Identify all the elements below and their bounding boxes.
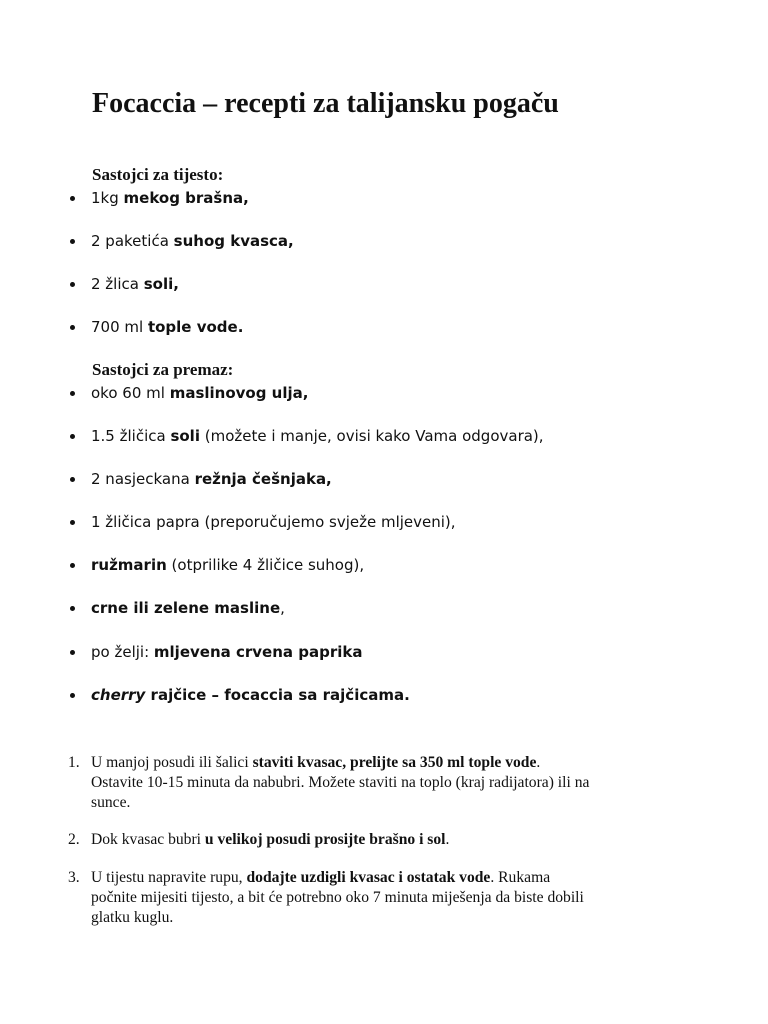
text-segment: mljevena crvena paprika [153, 643, 363, 661]
bullet-icon [70, 196, 75, 201]
text-segment: . [536, 754, 541, 771]
text-segment: sunce. [91, 794, 131, 811]
bullet-icon [70, 239, 75, 244]
list-item-text [91, 641, 362, 663]
text-segment: soli, [143, 275, 179, 293]
text-segment: Dok kvasac bubri [91, 831, 205, 848]
text-segment: (otprilike 4 žličice suhog), [166, 556, 365, 574]
text-segment: (možete i manje, ovisi kako Vama odgovara), [199, 427, 544, 445]
step-number: 2. [68, 831, 80, 848]
text-segment: . Rukama [490, 869, 551, 886]
section-heading-topping: Sastojci za premaz: [92, 360, 234, 379]
step-line [91, 773, 691, 793]
step-number: 1. [68, 754, 80, 771]
page-title: Focaccia – recepti za talijansku pogaču [92, 88, 559, 119]
step-line [91, 908, 691, 928]
text-segment: glatku kuglu. [91, 909, 174, 926]
text-segment: 1.5 žličica [91, 427, 171, 445]
bullet-icon [70, 434, 75, 439]
text-segment: ružmarin [91, 556, 167, 574]
bullet-icon [70, 693, 75, 698]
text-segment: Ostavite 10-15 minuta da nabubri. Možete staviti na toplo (kraj radijatora) ili na [91, 774, 590, 791]
bullet-icon [70, 563, 75, 568]
text-segment: staviti kvasac, prelijte sa 350 ml tople vode [252, 754, 537, 771]
bullet-icon [70, 282, 75, 287]
bullet-icon [70, 650, 75, 655]
text-segment: po želji: [91, 643, 154, 661]
list-item-text [91, 684, 410, 706]
text-segment: 2 paketića [91, 232, 174, 250]
step-line [91, 830, 691, 850]
list-item-text [91, 187, 249, 209]
text-segment: U tijestu napravite rupu, [91, 869, 247, 886]
step-text [91, 830, 691, 850]
list-item-text [91, 425, 544, 447]
text-segment: počnite mijesiti tijesto, a bit će potrebno oko 7 minuta miješenja da biste dobili [91, 889, 584, 906]
text-segment: u velikoj posudi prosijte brašno i sol [204, 831, 446, 848]
text-segment: 700 ml [91, 318, 148, 336]
text-segment: rajčice – focaccia sa rajčicama. [145, 686, 410, 704]
text-segment: tople vode. [147, 318, 244, 336]
text-segment: 2 žlica [91, 275, 144, 293]
text-segment: oko 60 ml [91, 384, 170, 402]
step-line [91, 753, 691, 773]
list-item-text [91, 230, 294, 252]
text-segment: 2 nasjeckana [91, 470, 195, 488]
list-item-text [91, 316, 243, 338]
step-text [91, 753, 691, 813]
text-segment: maslinovog ulja, [169, 384, 309, 402]
text-segment: , [280, 599, 285, 617]
list-item-text [91, 273, 179, 295]
list-item-text [91, 597, 285, 619]
bullet-icon [70, 391, 75, 396]
text-segment: . [445, 831, 450, 848]
list-item-text [91, 468, 332, 490]
step-line [91, 793, 691, 813]
text-segment: 1 žličica papra (preporučujemo svježe mljeveni), [91, 513, 456, 531]
list-item-text [91, 554, 364, 576]
bullet-icon [70, 477, 75, 482]
text-segment: U manjoj posudi ili šalici [91, 754, 253, 771]
step-number: 3. [68, 869, 80, 886]
text-segment: suhog kvasca, [173, 232, 294, 250]
text-segment: dodajte uzdigli kvasac i ostatak vode [246, 869, 491, 886]
text-segment: mekog brašna, [123, 189, 249, 207]
list-item-text [91, 511, 456, 533]
text-segment: crne ili zelene masline [91, 599, 281, 617]
section-heading-dough: Sastojci za tijesto: [92, 165, 224, 184]
text-segment: soli [170, 427, 200, 445]
text-segment: cherry [91, 686, 146, 704]
text-segment: režnja češnjaka, [194, 470, 332, 488]
bullet-icon [70, 520, 75, 525]
step-line [91, 888, 691, 908]
bullet-icon [70, 325, 75, 330]
step-line [91, 868, 691, 888]
bullet-icon [70, 606, 75, 611]
list-item-text [91, 382, 308, 404]
text-segment: 1kg [91, 189, 124, 207]
step-text [91, 868, 691, 928]
